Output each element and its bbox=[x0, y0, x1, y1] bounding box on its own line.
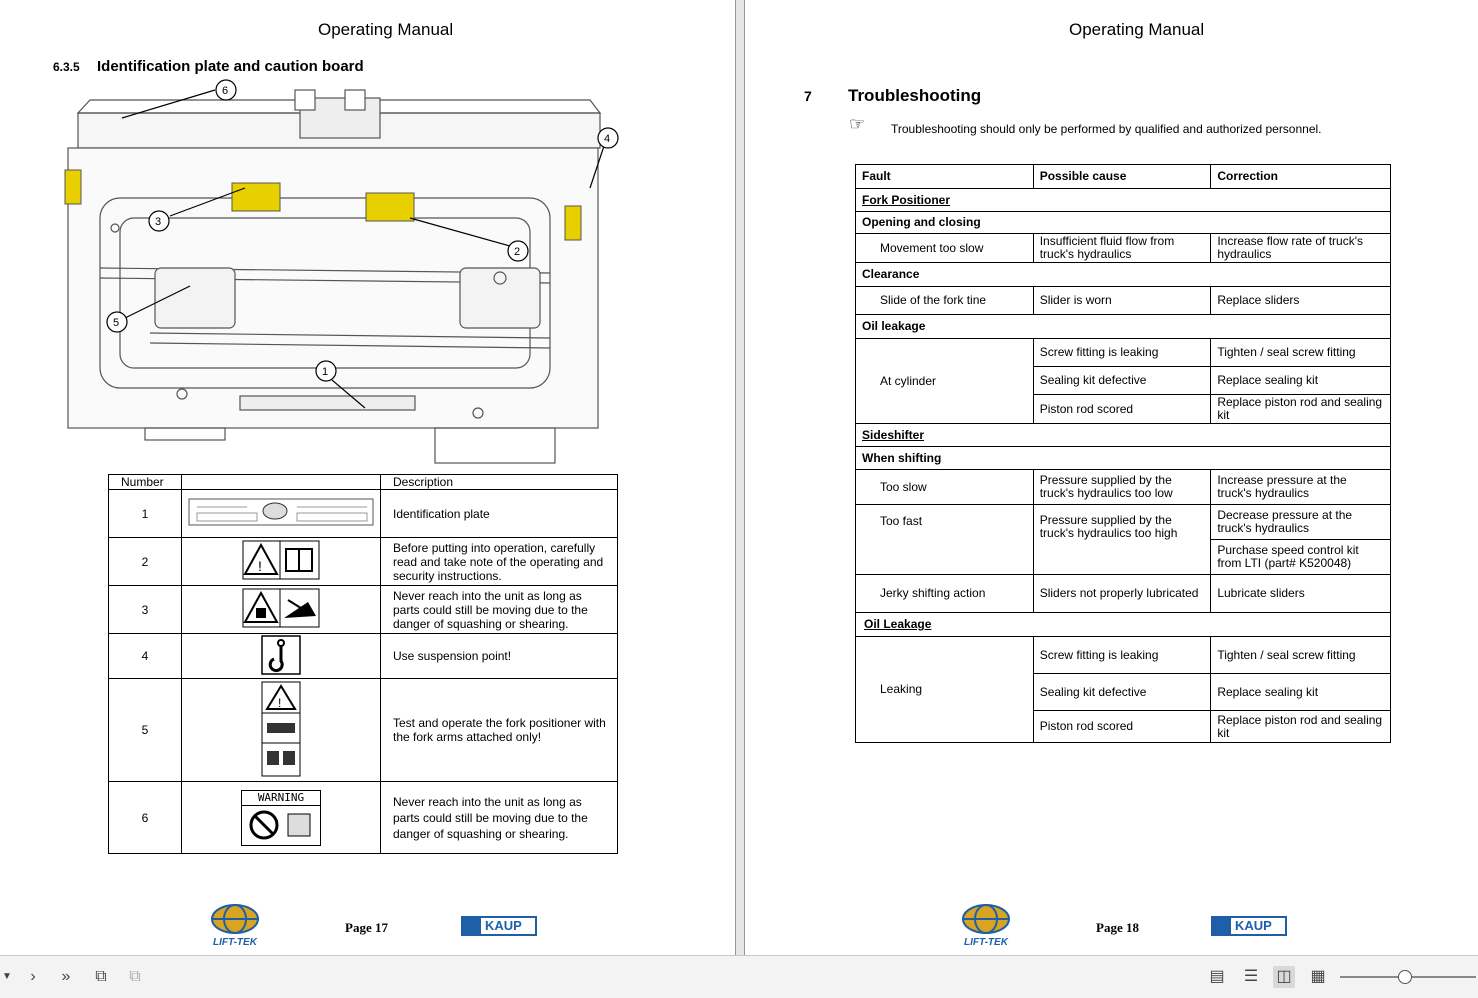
page-gutter bbox=[735, 0, 745, 955]
row-description: Use suspension point! bbox=[381, 634, 618, 679]
table-row bbox=[109, 634, 618, 679]
troubleshooting-table bbox=[855, 164, 1391, 743]
correction-cell: Replace sliders bbox=[1211, 287, 1391, 315]
section-title: Troubleshooting bbox=[848, 86, 982, 105]
col-symbol-header bbox=[182, 475, 381, 490]
svg-text:!: ! bbox=[278, 695, 282, 710]
fault-cell: Leaking bbox=[856, 637, 1034, 743]
table-row bbox=[856, 287, 1391, 315]
fault-cell: Too fast bbox=[856, 505, 1034, 575]
document-page-18 bbox=[745, 0, 1478, 955]
subgroup-clearance: Clearance bbox=[856, 263, 1391, 287]
correction-cell: Replace piston rod and sealing kit bbox=[1211, 395, 1391, 424]
row-description: Before putting into operation, carefully read and take note of the operating and security instructions. bbox=[381, 538, 618, 586]
lift-tek-logo bbox=[959, 903, 1013, 948]
cause-cell: Sliders not properly lubricated bbox=[1033, 575, 1211, 613]
row-number: 1 bbox=[109, 490, 182, 538]
table-row bbox=[109, 586, 618, 634]
row-number: 5 bbox=[109, 679, 182, 782]
fault-cell: Jerky shifting action bbox=[856, 575, 1034, 613]
correction-cell: Tighten / seal screw fitting bbox=[1211, 637, 1391, 674]
callout-4: 4 bbox=[604, 133, 611, 145]
fault-cell: Too slow bbox=[856, 470, 1034, 505]
fork-positioner-drawing bbox=[60, 78, 630, 473]
warning-crush-hazard-icon bbox=[182, 586, 381, 634]
page-number: Page 18 bbox=[1096, 920, 1139, 935]
svg-text:!: ! bbox=[258, 558, 262, 574]
viewer-toolbar bbox=[0, 955, 1478, 998]
suspension-hook-icon bbox=[182, 634, 381, 679]
group-oil-leakage: Oil Leakage bbox=[856, 613, 1391, 637]
kaup-logo bbox=[461, 916, 537, 936]
subgroup-oil-leakage: Oil leakage bbox=[856, 315, 1391, 339]
warning-read-manual-icon bbox=[182, 538, 381, 586]
last-page-icon[interactable]: » bbox=[61, 968, 71, 985]
kaup-logo-text: KAUP bbox=[485, 918, 522, 933]
fault-cell: Movement too slow bbox=[856, 234, 1034, 263]
cause-cell: Pressure supplied by the truck's hydraulics too low bbox=[1033, 470, 1211, 505]
callout-6: 6 bbox=[222, 85, 229, 97]
row-description: Test and operate the fork positioner with the fork arms attached only! bbox=[381, 679, 618, 782]
row-description: Never reach into the unit as long as parts could still be moving due to the danger of squashing or shearing. bbox=[381, 782, 618, 854]
table-row bbox=[856, 505, 1391, 540]
cause-cell: Pressure supplied by the truck's hydraulics too high bbox=[1033, 505, 1211, 575]
row-number: 4 bbox=[109, 634, 182, 679]
page-header: Operating Manual bbox=[1069, 20, 1205, 39]
note-text: Troubleshooting should only be performed by qualified and authorized personnel. bbox=[891, 122, 1322, 136]
fault-cell: Slide of the fork tine bbox=[856, 287, 1034, 315]
zoom-slider-handle[interactable] bbox=[1398, 970, 1412, 984]
table-row bbox=[856, 575, 1391, 613]
cause-cell: Screw fitting is leaking bbox=[1033, 637, 1211, 674]
table-row bbox=[856, 470, 1391, 505]
fork-arms-attached-icon bbox=[182, 679, 381, 782]
lift-tek-logo bbox=[208, 903, 262, 948]
correction-cell: Replace sealing kit bbox=[1211, 674, 1391, 711]
cause-cell: Insufficient fluid flow from truck's hydraulics bbox=[1033, 234, 1211, 263]
correction-cell: Tighten / seal screw fitting bbox=[1211, 339, 1391, 367]
cause-cell: Piston rod scored bbox=[1033, 395, 1211, 424]
identification-plate-icon bbox=[182, 490, 381, 538]
zoom-slider[interactable] bbox=[1340, 976, 1476, 978]
page-number: Page 17 bbox=[345, 920, 388, 935]
warning-no-reach-icon bbox=[182, 782, 381, 854]
col-cause-header: Possible cause bbox=[1033, 165, 1211, 189]
warning-label: WARNING bbox=[242, 791, 320, 806]
cause-cell: Sealing kit defective bbox=[1033, 674, 1211, 711]
dropdown-arrow-icon[interactable]: ▼ bbox=[2, 971, 12, 982]
correction-cell: Increase flow rate of truck's hydraulics bbox=[1211, 234, 1391, 263]
kaup-logo-text: KAUP bbox=[1235, 918, 1272, 933]
group-fork-positioner: Fork Positioner bbox=[856, 189, 1391, 212]
table-row bbox=[856, 234, 1391, 263]
cause-cell: Sealing kit defective bbox=[1033, 367, 1211, 395]
next-page-icon[interactable]: › bbox=[30, 968, 36, 985]
callout-3: 3 bbox=[155, 216, 162, 228]
document-page-17 bbox=[0, 0, 735, 955]
correction-cell: Lubricate sliders bbox=[1211, 575, 1391, 613]
fit-page-icon[interactable]: ⧉ bbox=[129, 968, 141, 985]
cause-cell: Piston rod scored bbox=[1033, 711, 1211, 743]
pointing-hand-icon: ☞ bbox=[849, 114, 866, 134]
table-row bbox=[109, 490, 618, 538]
row-number: 3 bbox=[109, 586, 182, 634]
col-number-header: Number bbox=[109, 475, 182, 490]
correction-cell: Increase pressure at the truck's hydraulics bbox=[1211, 470, 1391, 505]
row-description: Identification plate bbox=[381, 490, 618, 538]
section-title: Identification plate and caution board bbox=[97, 58, 364, 75]
grid-view-icon[interactable]: ▦ bbox=[1310, 968, 1326, 985]
subgroup-when-shifting: When shifting bbox=[856, 447, 1391, 470]
fault-cell: At cylinder bbox=[856, 339, 1034, 424]
page-header: Operating Manual bbox=[318, 20, 454, 39]
lift-tek-logo-text: LIFT-TEK bbox=[964, 937, 1008, 948]
subgroup-opening-closing: Opening and closing bbox=[856, 212, 1391, 234]
continuous-view-icon[interactable]: ☰ bbox=[1243, 968, 1259, 985]
single-page-view-icon[interactable]: ▤ bbox=[1209, 968, 1225, 985]
correction-cell: Replace piston rod and sealing kit bbox=[1211, 711, 1391, 743]
col-fault-header: Fault bbox=[856, 165, 1034, 189]
two-page-view-icon[interactable]: ◫ bbox=[1273, 966, 1295, 988]
callout-5: 5 bbox=[113, 317, 120, 329]
section-number: 6.3.5 bbox=[53, 60, 80, 74]
group-sideshifter: Sideshifter bbox=[856, 424, 1391, 447]
row-number: 2 bbox=[109, 538, 182, 586]
section-number: 7 bbox=[804, 88, 812, 104]
correction-cell: Purchase speed control kit from LTI (part# K520048) bbox=[1211, 540, 1391, 575]
rotate-view-icon[interactable]: ⧉ bbox=[95, 968, 107, 985]
symbol-table bbox=[108, 474, 618, 854]
col-description-header: Description bbox=[381, 475, 618, 490]
table-row bbox=[109, 782, 618, 854]
table-row bbox=[856, 637, 1391, 674]
table-row bbox=[856, 339, 1391, 367]
cause-cell: Screw fitting is leaking bbox=[1033, 339, 1211, 367]
col-correction-header: Correction bbox=[1211, 165, 1391, 189]
lift-tek-logo-text: LIFT-TEK bbox=[213, 937, 257, 948]
row-number: 6 bbox=[109, 782, 182, 854]
kaup-logo bbox=[1211, 916, 1287, 936]
table-row bbox=[109, 538, 618, 586]
row-description: Never reach into the unit as long as parts could still be moving due to the danger of squashing or shearing. bbox=[381, 586, 618, 634]
cause-cell: Slider is worn bbox=[1033, 287, 1211, 315]
correction-cell: Decrease pressure at the truck's hydraulics bbox=[1211, 505, 1391, 540]
table-row bbox=[109, 679, 618, 782]
callout-1: 1 bbox=[322, 366, 329, 378]
correction-cell: Replace sealing kit bbox=[1211, 367, 1391, 395]
callout-2: 2 bbox=[514, 246, 521, 258]
